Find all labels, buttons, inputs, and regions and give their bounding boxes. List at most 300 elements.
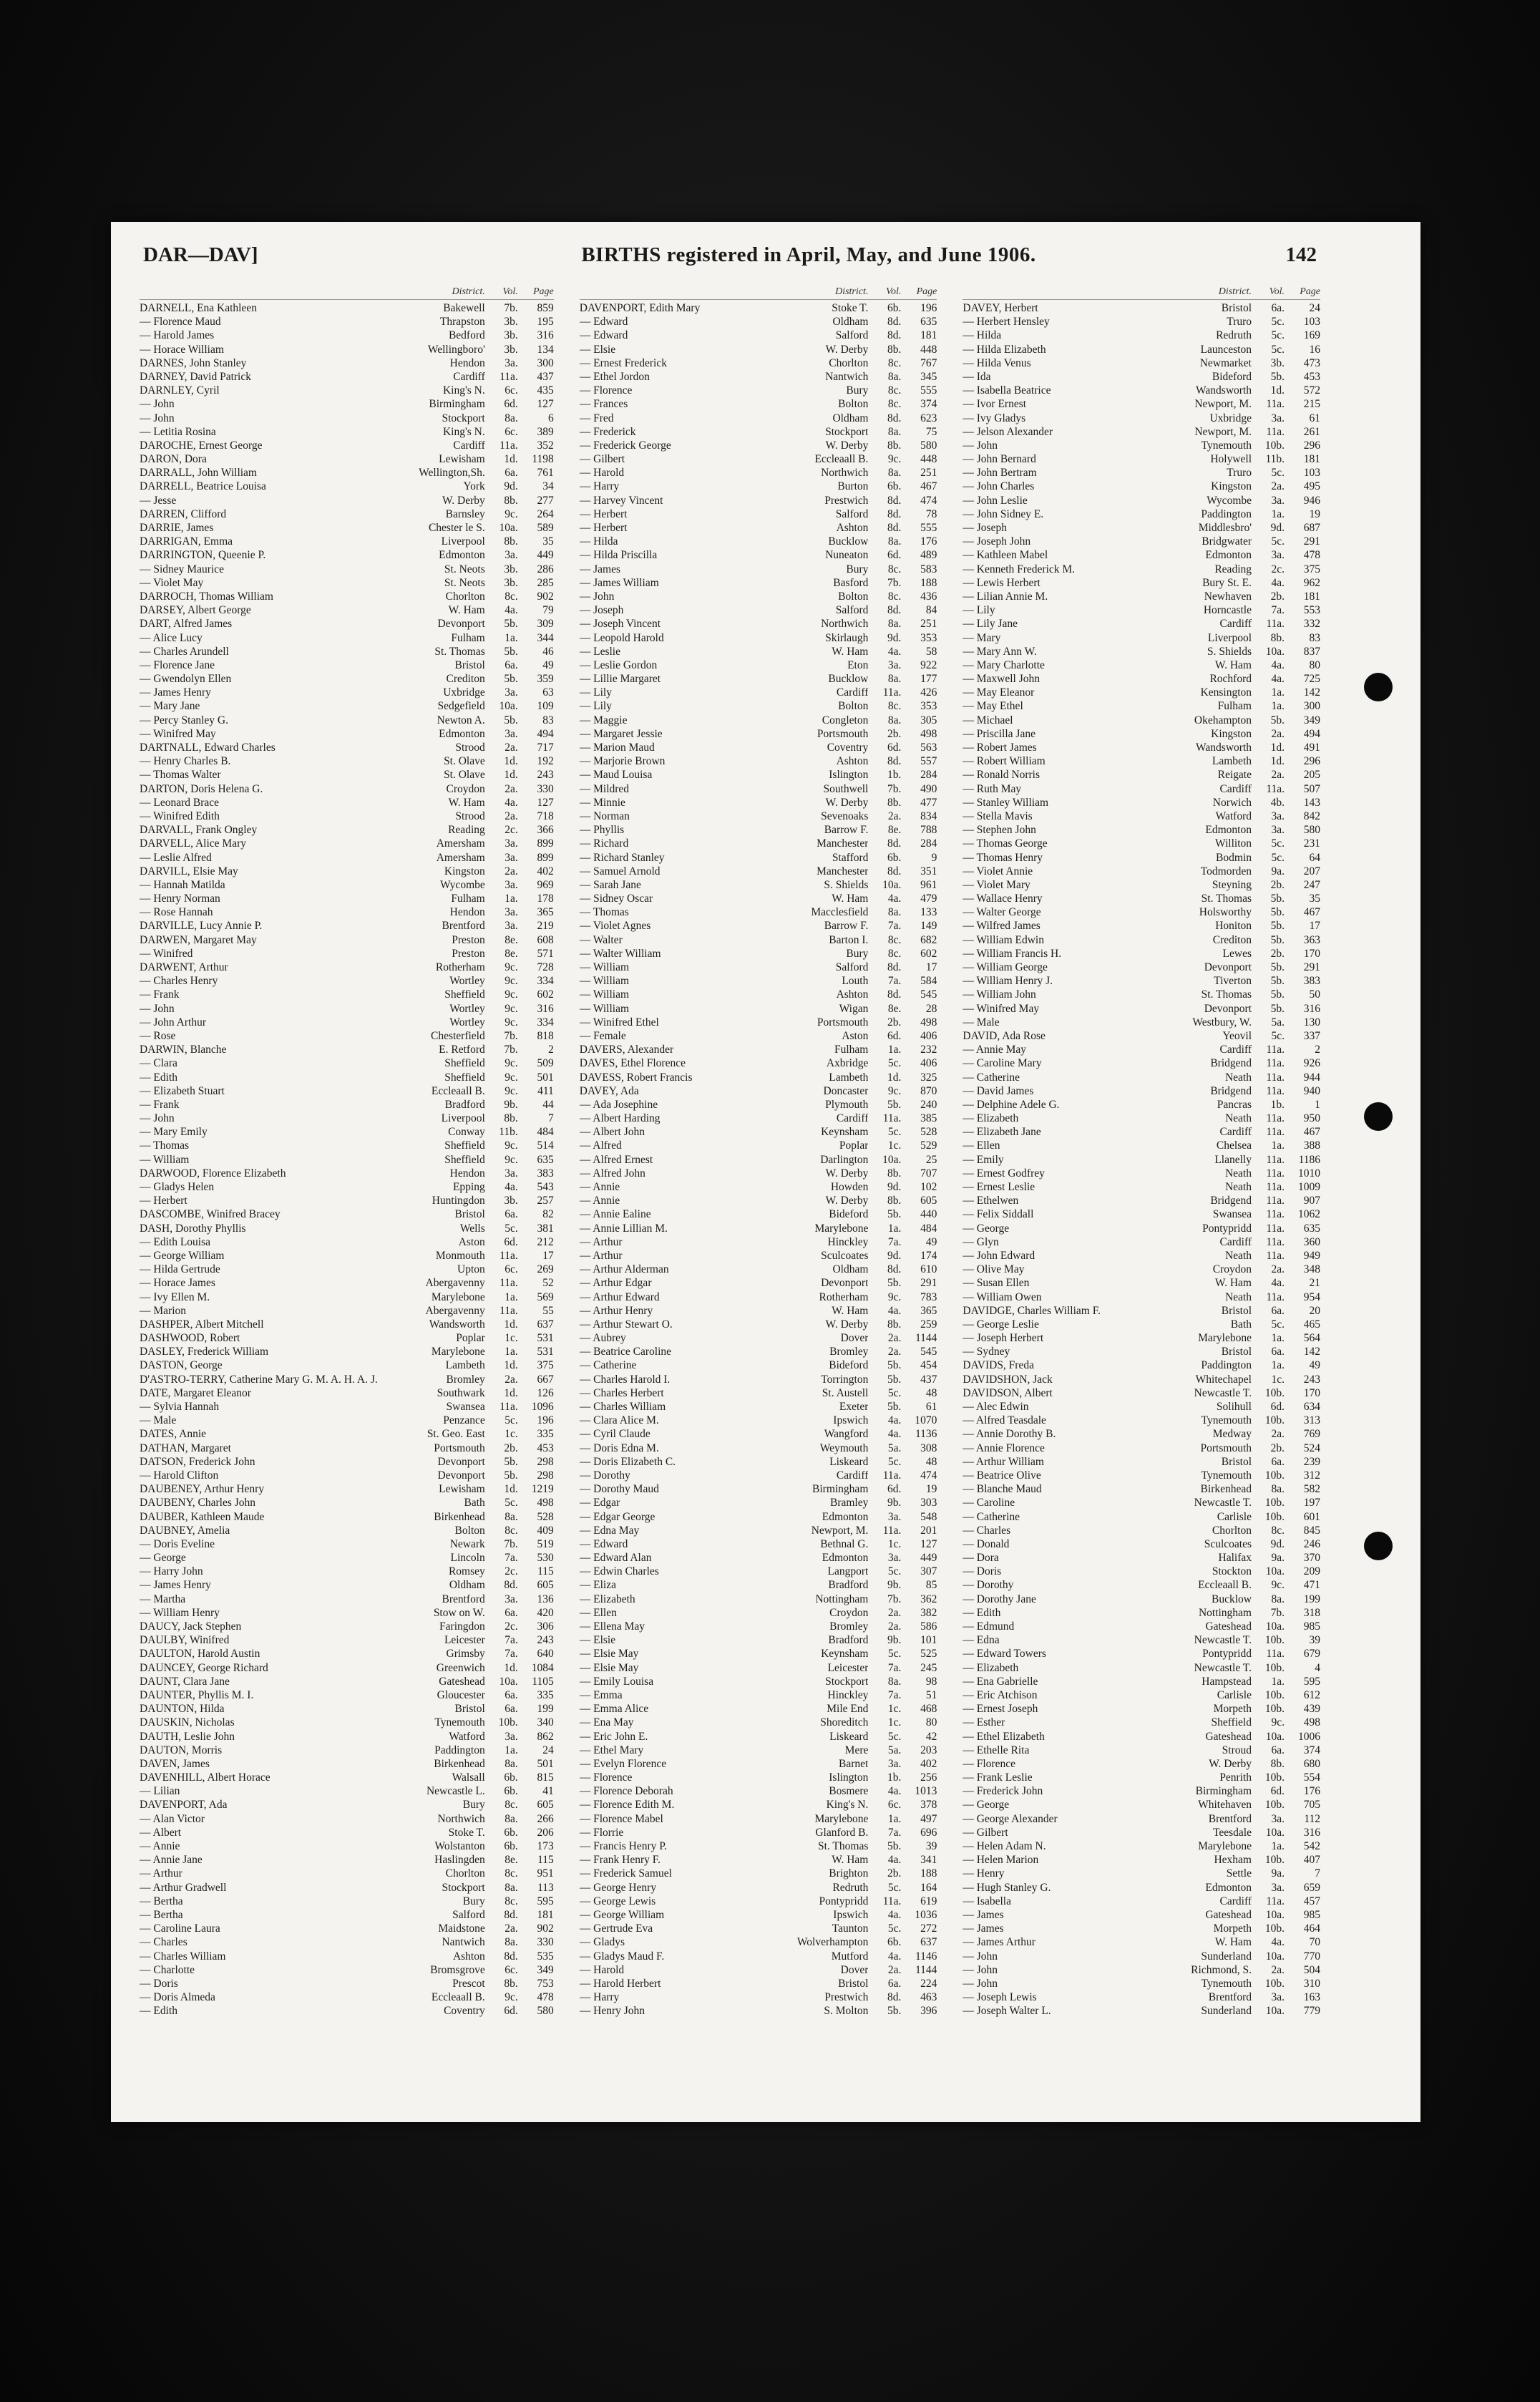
entry-volume: 10a. — [1265, 1826, 1285, 1839]
entry-page: 679 — [1303, 1648, 1320, 1661]
entry-page: 291 — [1303, 535, 1320, 548]
entry-name: — Arthur Edward — [579, 1290, 660, 1303]
register-entry — [962, 754, 1320, 768]
entry-page: 563 — [920, 741, 937, 754]
entry-name: — Wilfred James — [962, 920, 1041, 933]
register-entry — [962, 1839, 1320, 1853]
entry-district: Cardiff — [453, 439, 485, 452]
entry-page: 243 — [1303, 1373, 1320, 1386]
entry-volume: 8a. — [887, 425, 902, 438]
register-entry — [140, 1647, 554, 1661]
register-entry — [580, 1565, 937, 1578]
register-entry — [962, 1812, 1320, 1826]
register-entry — [962, 1950, 1320, 1963]
entry-district: Chorlton — [445, 590, 485, 603]
entry-district: Bridgend — [1210, 1195, 1252, 1207]
entry-volume: 10a. — [499, 1675, 518, 1688]
register-entry — [580, 439, 937, 452]
entry-volume: 1d. — [1270, 741, 1285, 754]
entry-page: 728 — [537, 961, 554, 973]
register-entry — [962, 1098, 1320, 1112]
entry-page: 70 — [1309, 1936, 1320, 1949]
entry-name: DARWEN, Margaret May — [140, 933, 257, 946]
entry-district: Devonport — [437, 1455, 485, 1468]
register-entry — [580, 1853, 937, 1867]
entry-district: Congleton — [822, 714, 869, 726]
entry-page: 383 — [537, 1167, 554, 1180]
entry-name: — Leonard Brace — [140, 796, 220, 809]
entry-volume: 5c. — [505, 1414, 518, 1427]
entry-page: 103 — [1303, 316, 1320, 329]
entry-district: Newhaven — [1204, 590, 1252, 603]
register-entry — [580, 1016, 937, 1029]
register-entry — [580, 1551, 937, 1565]
entry-name: — Ena May — [579, 1716, 634, 1729]
entry-name: — Albert John — [579, 1126, 645, 1139]
entry-page: 300 — [537, 356, 554, 369]
register-entry — [140, 1578, 554, 1592]
entry-volume: 10b. — [498, 1716, 518, 1729]
entry-page: 251 — [920, 467, 937, 480]
entry-district: Newcastle T. — [1194, 1661, 1252, 1674]
entry-page: 406 — [920, 1029, 937, 1042]
entry-district: Cardiff — [1219, 782, 1252, 795]
entry-volume: 9c. — [505, 1153, 518, 1166]
entry-district: Bristol — [454, 1703, 485, 1716]
entry-volume: 5b. — [504, 645, 518, 658]
entry-district: Watford — [449, 1730, 485, 1743]
entry-district: Liskeard — [829, 1730, 869, 1743]
entry-district: Prestwich — [824, 1991, 869, 2004]
entry-page: 453 — [1303, 370, 1320, 383]
entry-volume: 11a. — [1266, 398, 1285, 411]
entry-volume: 4a. — [887, 1414, 902, 1427]
entry-district: W. Ham — [1214, 658, 1252, 671]
entry-page: 25 — [925, 1153, 937, 1166]
entry-volume: 1a. — [1271, 1139, 1285, 1152]
entry-page: 196 — [537, 1414, 554, 1427]
register-entry — [962, 617, 1320, 631]
entry-name: — Joseph — [579, 604, 624, 617]
entry-page: 471 — [1303, 1579, 1320, 1592]
entry-volume: 7a. — [505, 1552, 518, 1565]
entry-volume: 1d. — [504, 453, 518, 466]
entry-volume: 10a. — [1265, 1908, 1285, 1921]
entry-volume: 5b. — [1270, 975, 1285, 988]
entry-district: Lincoln — [450, 1552, 485, 1565]
register-entry — [962, 1895, 1320, 1908]
entry-name: DASCOMBE, Winifred Bracey — [140, 1208, 281, 1221]
register-entry — [140, 590, 554, 603]
register-entry — [140, 1358, 554, 1372]
entry-name: — Ethel Jordon — [579, 370, 650, 383]
entry-page: 1013 — [915, 1785, 937, 1798]
entry-district: Liverpool — [441, 1112, 485, 1125]
entry-name: — Mary Charlotte — [962, 658, 1045, 671]
entry-district: York — [463, 480, 485, 493]
register-entry — [962, 329, 1320, 342]
register-entry — [962, 878, 1320, 892]
entry-name: — Herbert Hensley — [962, 316, 1050, 329]
entry-district: Tynemouth — [1201, 1977, 1252, 1990]
entry-name: — Ethel Elizabeth — [962, 1730, 1045, 1743]
entry-page: 1096 — [531, 1401, 554, 1413]
entry-volume: 7b. — [504, 1537, 518, 1550]
entry-district: Bolton — [838, 398, 869, 411]
entry-district: Poplar — [839, 1139, 869, 1152]
entry-name: — Joseph Vincent — [579, 618, 661, 631]
entry-page: 35 — [542, 535, 554, 548]
entry-page: 381 — [537, 1222, 554, 1235]
register-entry — [580, 1180, 937, 1194]
entry-district: Kingston — [1211, 480, 1252, 493]
entry-name: — Ernest Leslie — [962, 1181, 1035, 1193]
entry-page: 474 — [920, 1469, 937, 1482]
entry-volume: 8a. — [1271, 1593, 1285, 1605]
register-entry — [580, 1318, 937, 1331]
entry-page: 859 — [537, 302, 554, 314]
entry-district: Launceston — [1200, 343, 1252, 356]
entry-volume: 5c. — [1271, 837, 1285, 850]
entry-volume: 1a. — [1271, 1675, 1285, 1688]
entry-district: Newton A. — [437, 714, 485, 726]
entry-district: Marylebone — [1198, 1332, 1252, 1345]
entry-name: DAUBNEY, Amelia — [140, 1524, 230, 1537]
register-entry — [962, 494, 1320, 507]
entry-page: 454 — [920, 1359, 937, 1372]
entry-volume: 6a. — [505, 1688, 518, 1701]
entry-page: 610 — [920, 1263, 937, 1276]
entry-name: — May Eleanor — [962, 686, 1035, 699]
entry-volume: 10b. — [1264, 439, 1285, 452]
entry-volume: 8a. — [887, 906, 902, 919]
register-entry — [140, 1002, 554, 1016]
entry-name: — Violet Annie — [962, 865, 1033, 877]
entry-district: St. Thomas — [434, 645, 485, 658]
entry-page: 612 — [1303, 1688, 1320, 1701]
entry-page: 365 — [920, 1304, 937, 1317]
entry-volume: 2b. — [887, 1016, 902, 1029]
entry-volume: 5b. — [1270, 1002, 1285, 1015]
entry-volume: 2a. — [1271, 1263, 1285, 1276]
register-entry — [962, 1043, 1320, 1056]
entry-page: 335 — [537, 1428, 554, 1441]
entry-district: Bristol — [454, 1208, 485, 1221]
entry-district: Prestwich — [824, 494, 869, 507]
entry-page: 899 — [537, 851, 554, 864]
register-entry — [140, 1043, 554, 1056]
register-entry — [140, 809, 554, 823]
entry-page: 345 — [920, 370, 937, 383]
entry-district: Marylebone — [1198, 1840, 1252, 1852]
entry-page: 245 — [920, 1661, 937, 1674]
entry-district: Oldham — [449, 1579, 485, 1592]
entry-page: 112 — [1304, 1812, 1320, 1825]
register-entry — [140, 947, 554, 961]
entry-page: 207 — [1303, 865, 1320, 877]
entry-district: Edmonton — [822, 1510, 869, 1523]
entry-volume: 11a. — [1266, 1057, 1285, 1070]
entry-volume: 8b. — [887, 1167, 902, 1180]
entry-volume: 4a. — [887, 893, 902, 905]
entry-district: Hinckley — [827, 1235, 869, 1248]
entry-volume: 3b. — [504, 563, 518, 575]
register-entry — [962, 356, 1320, 370]
register-entry — [580, 1881, 937, 1895]
entry-page: 247 — [1303, 878, 1320, 891]
entry-page: 374 — [920, 398, 937, 411]
register-entry — [140, 315, 554, 329]
entry-district: Mere — [844, 1744, 869, 1756]
entry-volume: 7a. — [887, 975, 902, 988]
entry-name: — May Ethel — [962, 700, 1023, 713]
entry-name: — William — [579, 1002, 630, 1015]
entry-volume: 4a. — [887, 1908, 902, 1921]
entry-name: DARTON, Doris Helena G. — [140, 782, 263, 795]
entry-volume: 2a. — [887, 1346, 902, 1358]
entry-name: DARNEY, David Patrick — [140, 370, 251, 383]
entry-name: DAVID, Ada Rose — [962, 1029, 1046, 1042]
entry-name: — Florrie — [579, 1826, 624, 1839]
register-entry — [140, 1194, 554, 1207]
entry-page: 300 — [1303, 700, 1320, 713]
entry-page: 555 — [920, 384, 937, 397]
entry-district: Aston — [842, 1029, 869, 1042]
entry-district: Edmonton — [1205, 549, 1252, 562]
entry-page: 46 — [542, 645, 554, 658]
entry-page: 680 — [1303, 1757, 1320, 1770]
register-entry — [962, 1222, 1320, 1235]
register-entry — [580, 1098, 937, 1112]
entry-page: 608 — [537, 933, 554, 946]
entry-volume: 5b. — [887, 1208, 902, 1221]
register-entry — [962, 892, 1320, 905]
entry-volume: 5c. — [887, 1455, 902, 1468]
register-entry — [580, 714, 937, 727]
register-entry — [580, 1222, 937, 1235]
vol-header: Vol. — [502, 286, 518, 297]
entry-name: — Thomas Henry — [962, 851, 1043, 864]
entry-volume: 9b. — [887, 1579, 902, 1592]
entry-district: Carlisle — [1217, 1510, 1252, 1523]
entry-name: DARVILL, Elsie May — [140, 865, 238, 877]
entry-district: Paddington — [434, 1744, 485, 1756]
entry-name: — Winifred — [140, 947, 193, 960]
entry-volume: 6b. — [504, 1771, 518, 1784]
entry-district: Salford — [835, 507, 869, 520]
entry-district: Sheffield — [444, 1139, 485, 1152]
entry-volume: 3a. — [1271, 1812, 1285, 1825]
entry-district: Marylebone — [431, 1346, 485, 1358]
entry-page: 426 — [920, 686, 937, 699]
entry-name: DAVENPORT, Ada — [140, 1799, 228, 1812]
entry-volume: 6a. — [1271, 1744, 1285, 1756]
entry-district: Bristol — [1221, 1346, 1252, 1358]
register-entry — [580, 823, 937, 837]
entry-name: — Priscilla Jane — [962, 727, 1035, 740]
entry-name: — Horace James — [140, 1277, 215, 1290]
entry-page: 201 — [920, 1524, 937, 1537]
entry-district: King's N. — [442, 384, 485, 397]
entry-district: Ipswich — [833, 1908, 869, 1921]
register-entry — [140, 1167, 554, 1180]
entry-name: — Delphine Adele G. — [962, 1098, 1060, 1111]
register-entry — [962, 1537, 1320, 1551]
entry-district: W. Derby — [825, 439, 869, 452]
entry-name: — Frederick George — [579, 439, 671, 452]
register-entry — [140, 1784, 554, 1798]
entry-page: 313 — [1303, 1414, 1320, 1427]
entry-district: Oldham — [832, 316, 869, 329]
entry-volume: 1d. — [887, 1071, 902, 1084]
entry-volume: 8e. — [505, 947, 518, 960]
entry-district: Southwark — [437, 1386, 485, 1399]
entry-name: DARROCH, Thomas William — [140, 590, 273, 603]
entry-volume: 6b. — [504, 1785, 518, 1798]
entry-page: 753 — [537, 1977, 554, 1990]
entry-volume: 9c. — [505, 961, 518, 973]
entry-district: Truro — [1227, 316, 1252, 329]
entry-volume: 10b. — [1264, 1799, 1285, 1812]
entry-page: 498 — [537, 1497, 554, 1509]
entry-page: 64 — [1309, 851, 1320, 864]
entry-page: 17 — [925, 961, 937, 973]
entry-district: Gateshead — [439, 1675, 485, 1688]
entry-district: Cardiff — [1219, 1044, 1252, 1056]
register-entry — [962, 1702, 1320, 1716]
entry-page: 468 — [920, 1703, 937, 1716]
entry-volume: 5c. — [887, 1881, 902, 1894]
entry-volume: 11a. — [1266, 1895, 1285, 1907]
register-entry — [580, 1702, 937, 1716]
entry-page: 584 — [920, 975, 937, 988]
register-entry — [962, 1620, 1320, 1633]
register-entry — [140, 754, 554, 768]
entry-volume: 10b. — [1264, 1854, 1285, 1867]
entry-page: 385 — [920, 1112, 937, 1125]
entry-name: — John — [140, 398, 175, 411]
entry-district: Croydon — [829, 1606, 869, 1619]
entry-name: — Catherine — [962, 1510, 1020, 1523]
entry-district: Crediton — [446, 673, 485, 686]
entry-volume: 11a. — [1266, 618, 1285, 631]
entry-name: — Harold Herbert — [579, 1977, 661, 1990]
entry-volume: 3b. — [504, 329, 518, 342]
entry-name: — Hilda Gertrude — [140, 1263, 220, 1276]
register-entry — [140, 686, 554, 699]
entry-district: Okehampton — [1194, 714, 1252, 726]
register-entry — [580, 370, 937, 384]
register-entry — [962, 1798, 1320, 1812]
entry-volume: 6a. — [505, 1208, 518, 1221]
entry-page: 101 — [920, 1634, 937, 1647]
register-entry — [962, 2004, 1320, 2018]
entry-name: — Hilda — [962, 329, 1002, 342]
entry-page: 467 — [1303, 1126, 1320, 1139]
entry-district: Cardiff — [1219, 1126, 1252, 1139]
entry-name: — William John — [962, 988, 1036, 1001]
entry-page: 20 — [1309, 1304, 1320, 1317]
entry-volume: 11a. — [1266, 1249, 1285, 1262]
entry-page: 126 — [537, 1386, 554, 1399]
entry-page: 497 — [920, 1812, 937, 1825]
entry-district: Lambeth — [1212, 755, 1252, 768]
entry-volume: 10b. — [1264, 1661, 1285, 1674]
entry-volume: 8b. — [887, 1195, 902, 1207]
entry-name: — Rose Hannah — [140, 906, 213, 919]
register-entry — [580, 1373, 937, 1386]
entry-name: DARRIE, James — [140, 522, 214, 534]
entry-volume: 1d. — [504, 1359, 518, 1372]
entry-district: Portsmouth — [434, 1441, 485, 1454]
register-entry — [140, 1688, 554, 1702]
register-entry — [962, 397, 1320, 411]
entry-page: 259 — [920, 1318, 937, 1331]
entry-name: — Charles Arundell — [140, 645, 229, 658]
entry-district: Hexham — [1214, 1854, 1252, 1867]
entry-volume: 11a. — [1266, 1195, 1285, 1207]
entry-page: 498 — [920, 727, 937, 740]
register-entry — [580, 1812, 937, 1826]
entry-district: Neath — [1224, 1071, 1252, 1084]
entry-page: 195 — [537, 316, 554, 329]
entry-district: Doncaster — [823, 1084, 869, 1097]
entry-name: — Harry — [579, 480, 620, 493]
entry-volume: 5b. — [1270, 370, 1285, 383]
entry-volume: 7b. — [504, 302, 518, 314]
entry-volume: 4a. — [887, 1785, 902, 1798]
register-entry — [580, 1263, 937, 1276]
entry-district: Reading — [1214, 563, 1252, 575]
entry-district: Faringdon — [439, 1620, 485, 1633]
entry-volume: 2b. — [1270, 590, 1285, 603]
entry-name: — Robert James — [962, 741, 1037, 754]
entry-name: — Eric Atchison — [962, 1688, 1038, 1701]
entry-volume: 5c. — [1271, 329, 1285, 342]
entry-volume: 10a. — [1265, 1730, 1285, 1743]
entry-district: Chorlton — [445, 1867, 485, 1880]
register-entry — [580, 1167, 937, 1180]
entry-volume: 6c. — [505, 384, 518, 397]
register-entry — [140, 1235, 554, 1249]
entry-page: 388 — [1303, 1139, 1320, 1152]
entry-district: Greenwich — [436, 1661, 485, 1674]
entry-name: — Blanche Maud — [962, 1483, 1042, 1496]
register-entry — [962, 439, 1320, 452]
register-entry — [140, 1304, 554, 1318]
entry-name: DAVEY, Herbert — [962, 302, 1038, 314]
entry-volume: 9c. — [505, 1139, 518, 1152]
entry-name: — Elsie May — [579, 1661, 639, 1674]
entry-page: 949 — [1303, 1249, 1320, 1262]
entry-name: — Emily Louisa — [579, 1675, 654, 1688]
entry-name: — Edgar George — [579, 1510, 656, 1523]
entry-volume: 5c. — [887, 1126, 902, 1139]
entry-district: Dover — [840, 1332, 869, 1345]
register-entry — [962, 714, 1320, 727]
entry-name: — Hilda — [579, 535, 618, 548]
entry-name: DARNELL, Ena Kathleen — [140, 302, 257, 314]
entry-volume: 2a. — [1271, 480, 1285, 493]
register-entry — [580, 480, 937, 493]
register-entry — [962, 1977, 1320, 1990]
entry-district: Gateshead — [1205, 1730, 1252, 1743]
entry-district: S. Molton — [824, 2005, 869, 2018]
register-entry — [580, 590, 937, 603]
entry-page: 623 — [920, 412, 937, 424]
entry-page: 80 — [1309, 658, 1320, 671]
entry-page: 494 — [537, 727, 554, 740]
